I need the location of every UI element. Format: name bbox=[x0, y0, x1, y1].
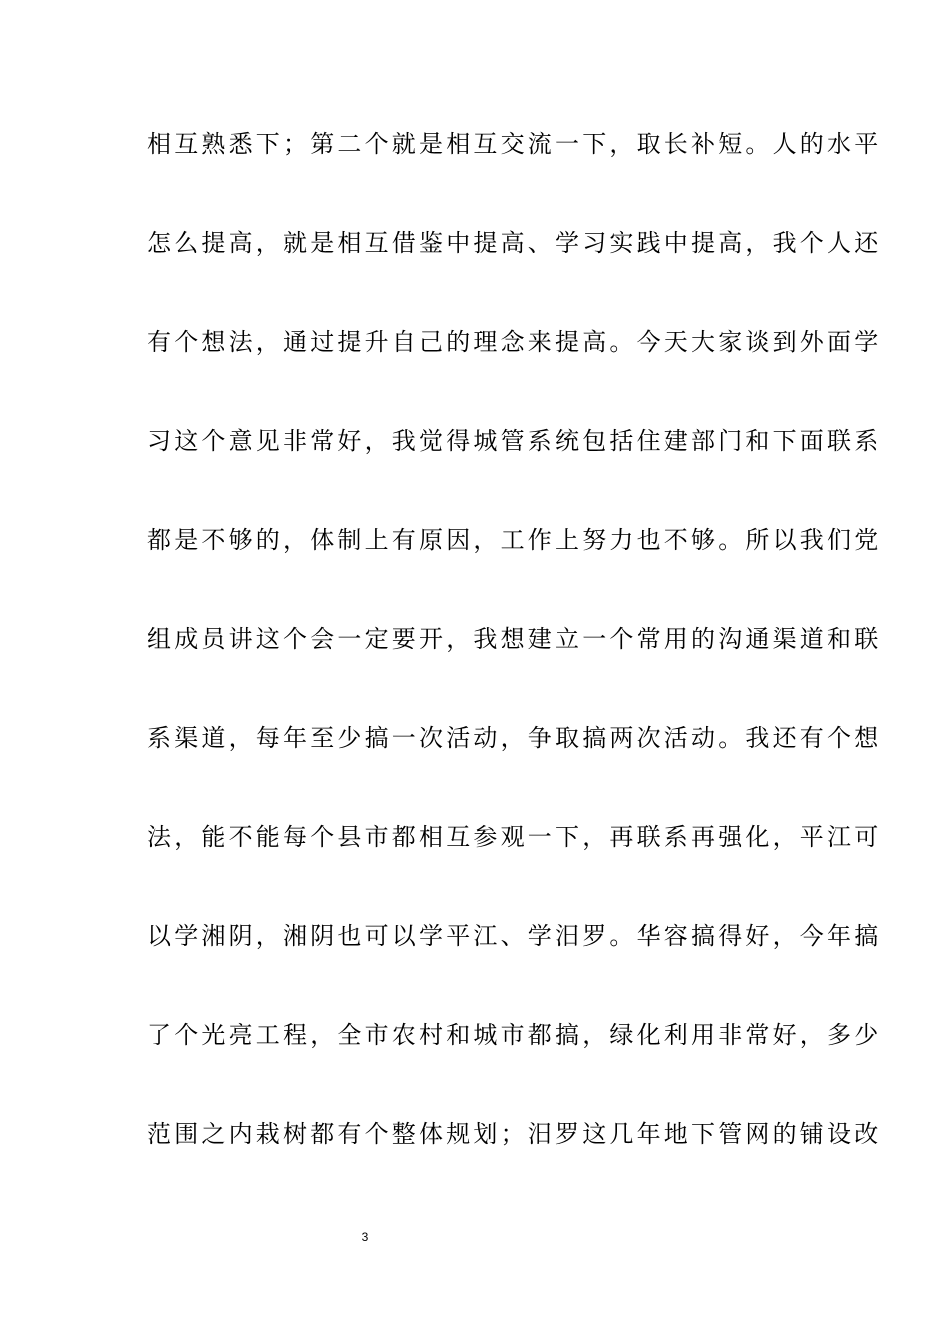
body-text bbox=[147, 128, 882, 1217]
text-line-10: 了个光亮工程，全市农村和城市都搞，绿化利用非常好，多少 bbox=[147, 1021, 882, 1049]
text-line-3: 有个想法，通过提升自己的理念来提高。今天大家谈到外面学 bbox=[147, 328, 882, 356]
page-number: 3 bbox=[361, 1230, 369, 1244]
text-line-6: 组成员讲这个会一定要开，我想建立一个常用的沟通渠道和联 bbox=[147, 625, 882, 653]
text-line-8: 法，能不能每个县市都相互参观一下，再联系再强化，平江可 bbox=[147, 823, 882, 851]
text-line-9: 以学湘阴，湘阴也可以学平江、学汨罗。华容搞得好，今年搞 bbox=[147, 922, 882, 950]
text-line-1: 相互熟悉下；第二个就是相互交流一下，取长补短。人的水平 bbox=[147, 130, 882, 158]
text-line-2: 怎么提高，就是相互借鉴中提高、学习实践中提高，我个人还 bbox=[147, 229, 882, 257]
text-line-5: 都是不够的，体制上有原因，工作上努力也不够。所以我们党 bbox=[147, 526, 882, 554]
text-line-4: 习这个意见非常好，我觉得城管系统包括住建部门和下面联系 bbox=[147, 427, 882, 455]
text-line-7: 系渠道，每年至少搞一次活动，争取搞两次活动。我还有个想 bbox=[147, 724, 882, 752]
text-line-11: 范围之内栽树都有个整体规划；汨罗这几年地下管网的铺设改 bbox=[147, 1120, 882, 1148]
